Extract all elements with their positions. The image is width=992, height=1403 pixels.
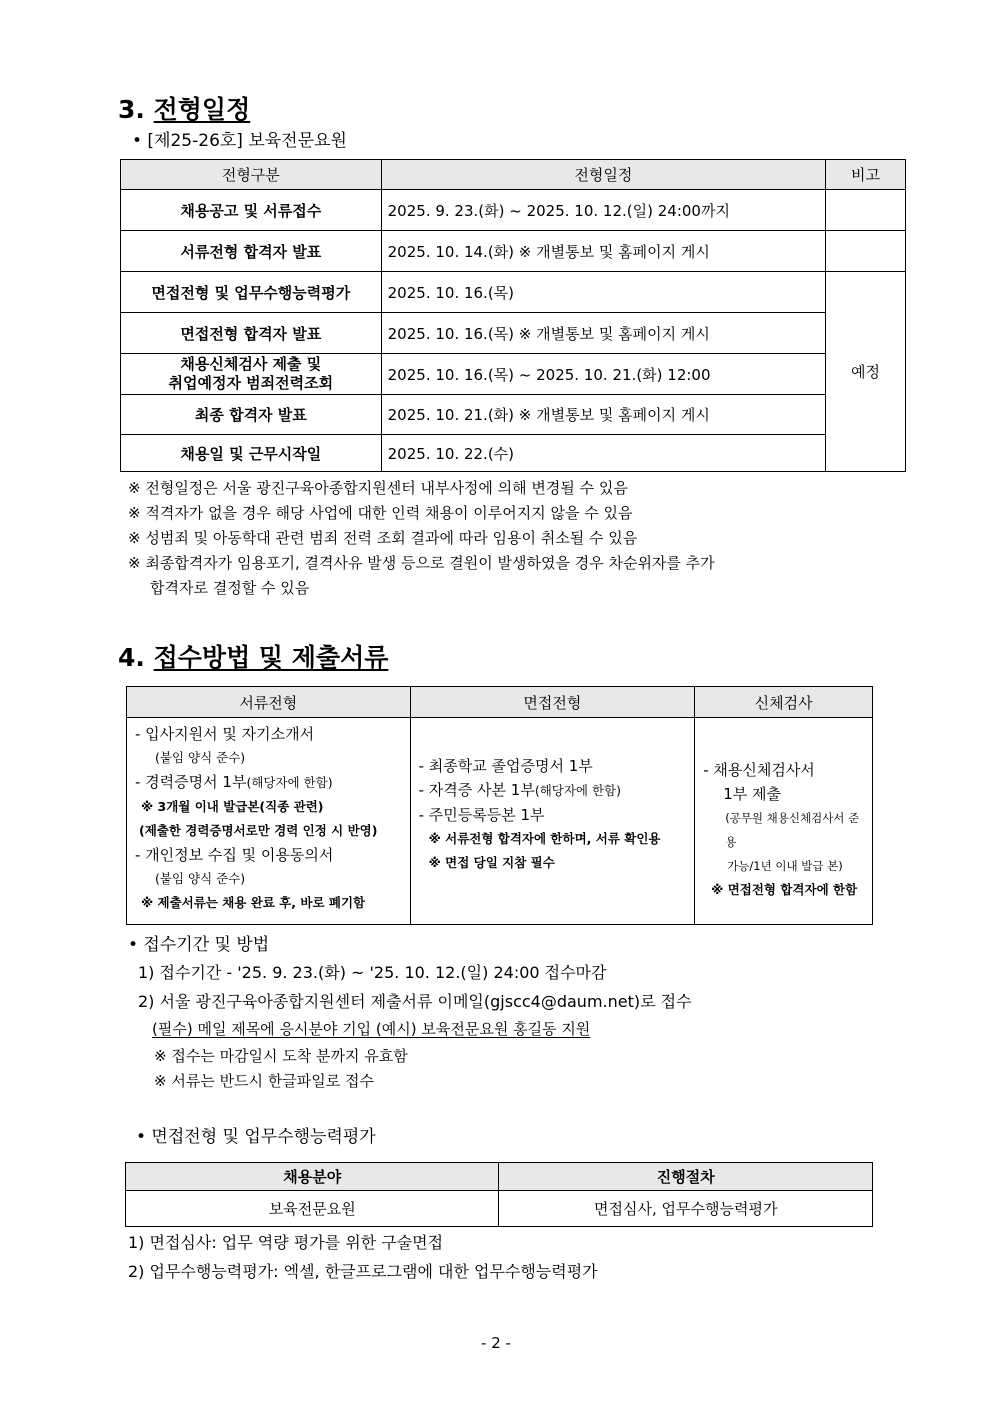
period-line: 1) 접수기간 - '25. 9. 23.(화) ~ '25. 10. 12.(일) 24:00 접수마감 [138, 963, 607, 982]
list-item: - 경력증명서 1부(해당자에 한함) [135, 773, 333, 791]
table-row [121, 272, 906, 313]
stage-cell: 채용공고 및 서류접수 [121, 190, 382, 231]
list-item: (붙임 양식 준수) [155, 750, 246, 765]
list-item: - 입사지원서 및 자기소개서 [135, 725, 315, 743]
physical-cell [695, 718, 873, 925]
interview-header-row [126, 1163, 873, 1191]
remark-cell [826, 231, 906, 272]
documents-header-row [127, 687, 873, 718]
list-item: - 주민등록등본 1부 [418, 806, 545, 824]
list-item: (제출한 경력증명서로만 경력 인정 시 반영) [139, 823, 378, 838]
section3-subtitle: • [제25-26호] 보육전문요원 [132, 131, 347, 151]
stage-cell [121, 354, 382, 395]
header-physical: 신체검사 [695, 687, 873, 718]
date-cell: 2025. 9. 23.(화) ~ 2025. 10. 12.(일) 24:00까지 [381, 190, 825, 231]
header-remark: 비고 [826, 160, 906, 190]
table-row [121, 435, 906, 472]
procedure-cell: 면접심사, 업무수행능력평가 [499, 1191, 873, 1227]
date-cell: 2025. 10. 16.(목) ※ 개별통보 및 홈페이지 게시 [381, 313, 825, 354]
list-item: - 채용신체검사서 [703, 761, 815, 779]
stage-cell: 서류전형 합격자 발표 [121, 231, 382, 272]
mail-subject-note: (필수) 메일 제목에 응시분야 기입 (예시) 보육전문요원 홍길동 지원 [152, 1020, 591, 1038]
page-number: - 2 - [481, 1334, 511, 1352]
table-row [121, 395, 906, 435]
date-cell: 2025. 10. 16.(목) ~ 2025. 10. 21.(화) 12:00 [381, 354, 825, 395]
field-cell: 보육전문요원 [126, 1191, 499, 1227]
schedule-header-row [121, 160, 906, 190]
stage-cell: 면접전형 합격자 발표 [121, 313, 382, 354]
document-cell [127, 718, 411, 925]
note-line: 2) 업무수행능력평가: 엑셀, 한글프로그램에 대한 업무수행능력평가 [128, 1262, 598, 1281]
section4-heading [118, 638, 388, 674]
list-item: (붙임 양식 준수) [155, 871, 246, 886]
note-line: 1) 면접심사: 업무 역량 평가를 위한 구술면접 [128, 1233, 444, 1252]
schedule-notes [128, 476, 888, 601]
header-field: 채용분야 [126, 1163, 499, 1191]
header-date: 전형일정 [381, 160, 825, 190]
date-cell: 2025. 10. 22.(수) [381, 435, 825, 472]
section3-heading [118, 90, 250, 126]
schedule-table [120, 159, 906, 472]
list-item: ※ 3개월 이내 발급본(직종 관련) [141, 799, 324, 814]
note-line: ※ 접수는 마감일시 도착 분까지 유효함 [154, 1047, 408, 1065]
documents-table [126, 686, 873, 925]
list-item: - 개인정보 수집 및 이용동의서 [135, 846, 334, 864]
interview-notes [128, 1228, 598, 1286]
table-row [121, 231, 906, 272]
note-line: ※ 최종합격자가 임용포기, 결격사유 발생 등으로 결원이 발생하였을 경우 차순위자를 추가 [128, 554, 715, 572]
note-line: ※ 성범죄 및 아동학대 관련 범죄 전력 조회 결과에 따라 임용이 취소될 수 있음 [128, 529, 638, 547]
date-cell: 2025. 10. 14.(화) ※ 개별통보 및 홈페이지 게시 [381, 231, 825, 272]
header-document: 서류전형 [127, 687, 411, 718]
note-line: ※ 적격자가 없을 경우 해당 사업에 대한 인력 채용이 이루어지지 않을 수 있음 [128, 504, 633, 522]
interview-cell [410, 718, 695, 925]
table-row [121, 190, 906, 231]
note-line: ※ 서류는 반드시 한글파일로 접수 [154, 1072, 375, 1090]
stage-line: 취업예정자 범죄전력조회 [168, 374, 334, 392]
list-item: - 자격증 사본 1부(해당자에 한함) [418, 781, 621, 799]
date-cell: 2025. 10. 21.(화) ※ 개별통보 및 홈페이지 게시 [381, 395, 825, 435]
section4-number: 4. [118, 643, 145, 672]
remark-cell [826, 190, 906, 231]
list-item: - 최종학교 졸업증명서 1부 [418, 757, 593, 775]
period-title: • 접수기간 및 방법 [128, 935, 270, 955]
section3-number: 3. [118, 95, 145, 124]
list-item: ※ 제출서류는 채용 완료 후, 바로 폐기함 [141, 895, 366, 910]
header-interview: 면접전형 [410, 687, 695, 718]
list-item: (공무원 채용신체검사서 준용 [725, 811, 860, 849]
table-row [121, 313, 906, 354]
section3-title: 전형일정 [153, 95, 251, 124]
section4-title: 접수방법 및 제출서류 [153, 643, 389, 672]
remark-cell-merged: 예정 [826, 272, 906, 472]
period-line: 2) 서울 광진구육아종합지원센터 제출서류 이메일(gjscc4@daum.net)로 접수 [138, 992, 692, 1011]
list-item: 1부 제출 [723, 785, 781, 803]
header-procedure: 진행절차 [499, 1163, 873, 1191]
list-item: 가능/1년 이내 발급 본) [727, 859, 843, 873]
stage-cell: 면접전형 및 업무수행능력평가 [121, 272, 382, 313]
list-item: ※ 면접 당일 지참 필수 [428, 855, 555, 870]
note-line: 합격자로 결정할 수 있음 [150, 579, 310, 597]
period-notes [154, 1044, 408, 1094]
stage-cell: 채용일 및 근무시작일 [121, 435, 382, 472]
list-item: ※ 면접전형 합격자에 한함 [711, 882, 858, 897]
interview-table [125, 1162, 873, 1227]
note-line: ※ 전형일정은 서울 광진구육아종합지원센터 내부사정에 의해 변경될 수 있음 [128, 479, 628, 497]
stage-cell: 최종 합격자 발표 [121, 395, 382, 435]
table-row [126, 1191, 873, 1227]
header-stage: 전형구분 [121, 160, 382, 190]
list-item: ※ 서류전형 합격자에 한하며, 서류 확인용 [428, 831, 661, 846]
stage-line: 채용신체검사 제출 및 [180, 355, 322, 373]
interview-title: • 면접전형 및 업무수행능력평가 [136, 1127, 376, 1147]
period-lines [138, 958, 858, 1016]
documents-row [127, 718, 873, 925]
date-cell: 2025. 10. 16.(목) [381, 272, 825, 313]
table-row [121, 354, 906, 395]
